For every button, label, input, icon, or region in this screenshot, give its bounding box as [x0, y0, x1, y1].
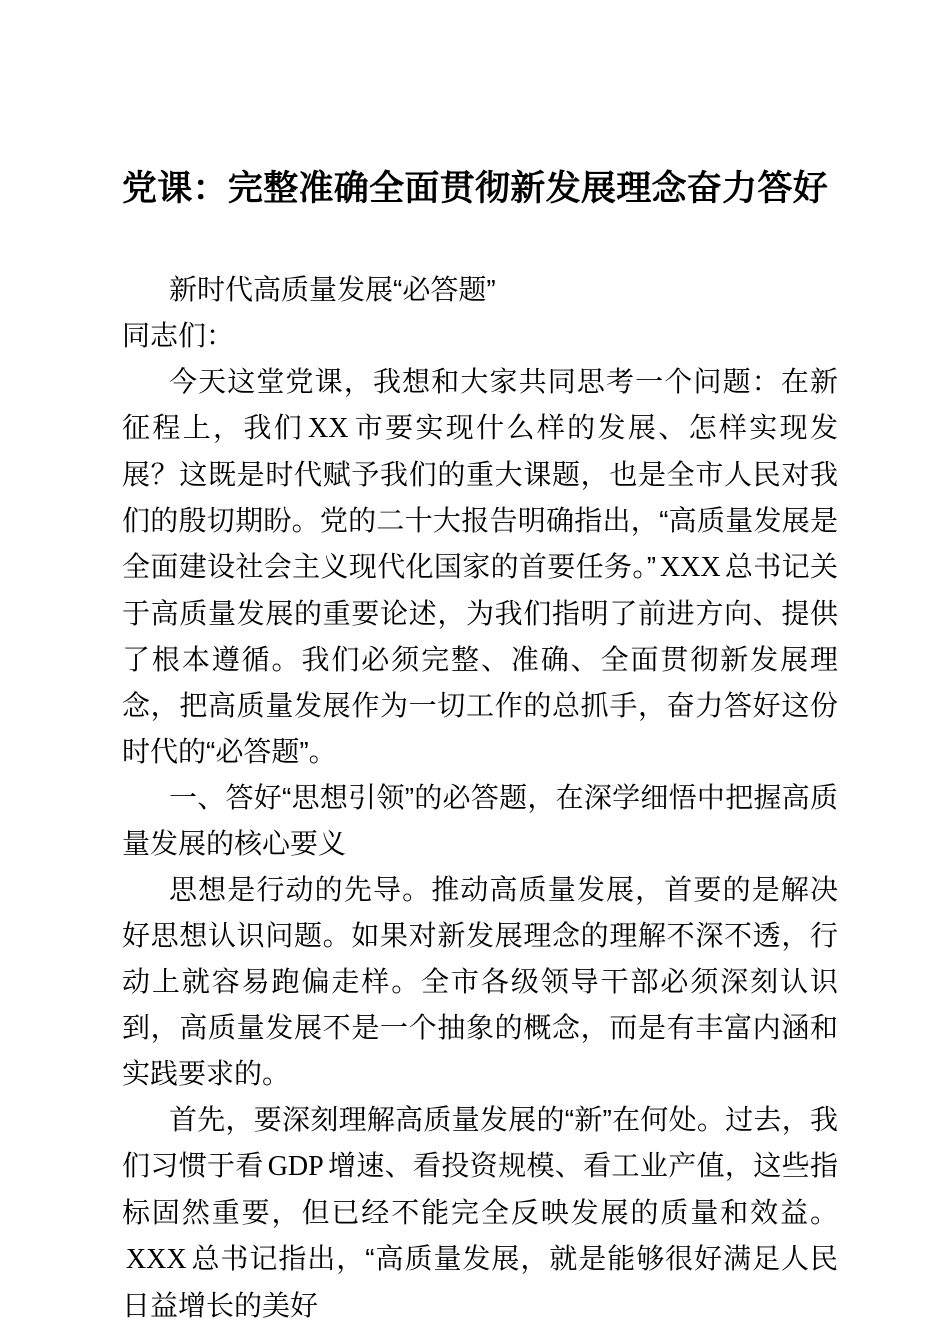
- document-subtitle: 新时代高质量发展“必答题”: [169, 274, 496, 305]
- latin-text-run: XXX: [659, 552, 721, 583]
- document-content: [122, 0, 838, 1329]
- salutation-line: 同志们：: [122, 320, 235, 351]
- section-heading-1: 一、答好“思想引领”的必答题，在深学细悟中把握高质量发展的核心要义: [122, 782, 838, 859]
- document-body: [122, 267, 838, 1329]
- latin-text-run: XXX: [125, 1244, 187, 1275]
- body-paragraph-thought: 思想是行动的先导。推动高质量发展，首要的是解决好思想认识问题。如果对新发展理念的理解不深不透，行动上就容易跑偏走样。全市各级领导干部必须深刻认识到，高质量发展不是一个抽象的概念，而是有丰富内涵和实践要求的。: [122, 874, 838, 1089]
- body-paragraph-first-point: 首先，要深刻理解高质量发展的“新”在何处。过去，我们习惯于看 GDP 增速、看投资规模、看工业产值，这些指标固然重要，但已经不能完全反映发展的质量和效益。XXX 总书记指出，“高质量发展，就是能够很好满足人民日益增长的美好: [122, 1104, 838, 1321]
- document-title: 党课：完整准确全面贯彻新发展理念奋力答好: [122, 169, 829, 208]
- body-paragraph-intro: 今天这堂党课，我想和大家共同思考一个问题：在新征程上，我们 XX 市要实现什么样的发展、怎样实现发展？这既是时代赋予我们的重大课题，也是全市人民对我们的殷切期盼。党的二十大报告明确指出，“高质量发展是全面建设社会主义现代化国家的首要任务。” XXX 总书记关于高质量发展的重要论述，为我们指明了前进方向、提供了根本遵循。我们必须完整、准确、全面贯彻新发展理念，把高质量发展作为一切工作的总抓手，奋力答好这份时代的“必答题”。: [122, 366, 838, 767]
- latin-text-run: XX: [308, 413, 349, 444]
- latin-text-run: GDP: [267, 1151, 324, 1182]
